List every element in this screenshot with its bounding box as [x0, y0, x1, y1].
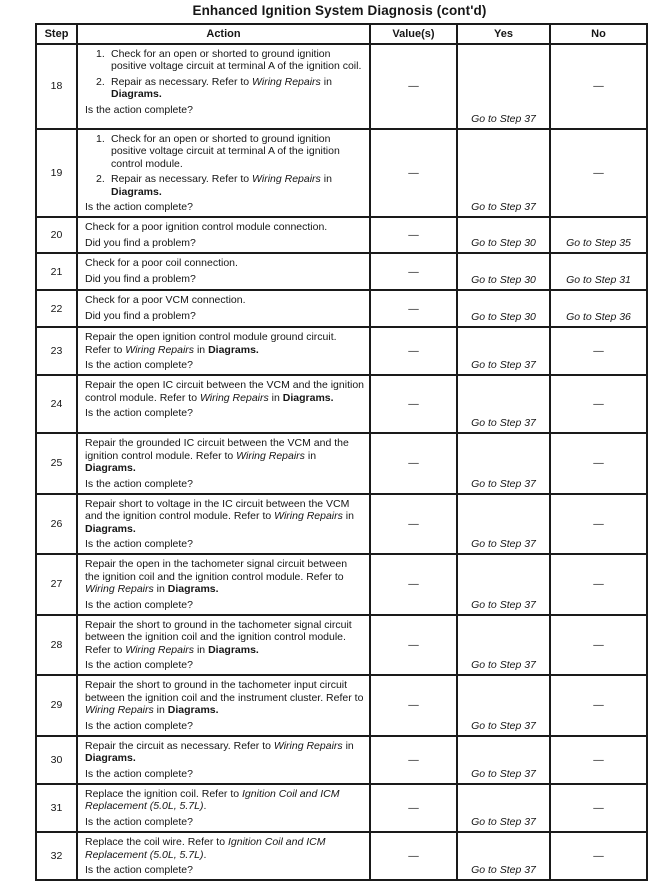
text-segment: Repair as necessary. Refer to	[111, 173, 253, 186]
action-question: Is the action complete?	[85, 598, 193, 611]
action-cell	[77, 675, 370, 736]
table-row	[36, 375, 647, 433]
table-row	[36, 832, 647, 880]
list-number: 2.	[96, 75, 105, 88]
yes-cell: Go to Step 37	[457, 433, 550, 494]
no-cell: —	[550, 327, 647, 375]
no-cell: —	[550, 44, 647, 129]
list-number: 1.	[96, 48, 105, 60]
values-cell: —	[370, 736, 457, 784]
yes-cell: Go to Step 37	[457, 832, 550, 880]
list-number: 1.	[96, 133, 105, 145]
yes-cell: Go to Step 37	[457, 615, 550, 676]
table-header-row	[36, 24, 647, 44]
no-cell: —	[550, 129, 647, 217]
text-segment: Repair the open IC circuit between the VCM and the ignition control module. Refer to	[85, 379, 364, 404]
text-segment: Ignition Coil and ICM Replacement (5.0L, 5.7L)	[85, 788, 340, 813]
page-title: Enhanced Ignition System Diagnosis (cont'd)	[192, 3, 487, 18]
text-segment: in	[194, 343, 209, 356]
text-segment: Diagrams.	[167, 583, 219, 596]
table-row	[36, 675, 647, 736]
values-cell: —	[370, 832, 457, 880]
action-text	[85, 133, 364, 198]
action-text	[85, 788, 364, 813]
action-cell	[77, 615, 370, 676]
step-cell: 24	[36, 375, 77, 433]
action-text	[85, 221, 364, 233]
text-segment: Check for a poor ignition control module connection.	[85, 221, 328, 234]
text-segment: Ignition Coil and ICM Replacement (5.0L, 5.7L)	[85, 836, 326, 861]
values-cell: —	[370, 375, 457, 433]
text-segment: .	[203, 800, 207, 813]
text-segment: Wiring Repairs	[236, 449, 305, 462]
text-segment: Wiring Repairs	[85, 583, 154, 596]
text-segment: in	[153, 704, 168, 717]
text-segment: Replace the coil wire. Refer to	[85, 836, 228, 849]
text-segment: in	[320, 75, 332, 88]
action-question: Did you find a problem?	[85, 272, 196, 285]
text-segment: Repair the grounded IC circuit between the VCM and the ignition control module. Refer to	[85, 437, 349, 462]
action-list-item	[85, 48, 364, 73]
header-cell-action: Action	[77, 24, 370, 44]
no-cell: Go to Step 36	[550, 290, 647, 327]
table-row	[36, 494, 647, 555]
action-cell	[77, 253, 370, 290]
header-cell-step: Step	[36, 24, 77, 44]
yes-cell: Go to Step 37	[457, 784, 550, 832]
table-row	[36, 784, 647, 832]
step-cell: 31	[36, 784, 77, 832]
action-list-item	[85, 173, 364, 198]
table-head	[36, 24, 647, 44]
yes-cell: Go to Step 37	[457, 129, 550, 217]
values-cell: —	[370, 494, 457, 555]
text-segment: Diagrams.	[85, 462, 136, 475]
step-cell: 32	[36, 832, 77, 880]
action-cell	[77, 327, 370, 375]
text-segment: Wiring Repairs	[125, 343, 195, 356]
no-cell: —	[550, 675, 647, 736]
no-cell: —	[550, 736, 647, 784]
step-cell: 18	[36, 44, 77, 129]
action-question: Is the action complete?	[85, 863, 193, 876]
no-cell: —	[550, 615, 647, 676]
action-question: Is the action complete?	[85, 103, 193, 116]
text-segment: Diagrams.	[208, 643, 259, 656]
action-text	[85, 379, 364, 404]
text-segment: in	[320, 173, 332, 186]
action-text	[85, 836, 364, 861]
list-item-text	[111, 133, 364, 170]
text-segment: Repair the circuit as necessary. Refer to	[85, 739, 274, 752]
text-segment: Check for an open or shorted to ground ignition positive voltage circuit at terminal A of the ignition control module.	[111, 133, 340, 170]
text-segment: Check for a poor coil connection.	[85, 257, 238, 270]
action-cell	[77, 44, 370, 129]
text-segment: Repair the open ignition control module ground circuit. Refer to	[85, 331, 337, 356]
no-cell: —	[550, 554, 647, 615]
table-row	[36, 327, 647, 375]
text-segment: Wiring Repairs	[125, 643, 195, 656]
yes-cell: Go to Step 37	[457, 736, 550, 784]
text-segment: in	[268, 391, 283, 404]
text-segment: Diagrams.	[208, 343, 259, 356]
diagnosis-table	[35, 23, 648, 881]
table-body	[36, 44, 647, 880]
text-segment: Repair as necessary. Refer to	[111, 75, 253, 88]
action-question: Is the action complete?	[85, 359, 193, 371]
text-segment: in	[153, 583, 168, 596]
action-cell	[77, 217, 370, 253]
action-cell	[77, 433, 370, 494]
action-question: Is the action complete?	[85, 719, 193, 732]
step-cell: 27	[36, 554, 77, 615]
values-cell: —	[370, 554, 457, 615]
no-cell: —	[550, 832, 647, 880]
text-segment: Wiring Repairs	[252, 173, 321, 186]
action-cell	[77, 736, 370, 784]
table-row	[36, 290, 647, 327]
list-item-text	[111, 48, 364, 73]
table-row	[36, 217, 647, 253]
action-question: Is the action complete?	[85, 767, 193, 780]
no-cell: —	[550, 375, 647, 433]
action-text	[85, 558, 364, 595]
no-cell: —	[550, 494, 647, 555]
table-row	[36, 615, 647, 676]
no-cell: Go to Step 35	[550, 217, 647, 253]
text-segment: in	[342, 510, 354, 523]
table-row	[36, 129, 647, 217]
text-segment: in	[194, 643, 209, 656]
header-cell-yes: Yes	[457, 24, 550, 44]
action-text	[85, 48, 364, 101]
yes-cell: Go to Step 37	[457, 675, 550, 736]
yes-cell: Go to Step 30	[457, 217, 550, 253]
action-text	[85, 498, 364, 535]
text-segment: Repair short to voltage in the IC circuit between the VCM and the ignition control module. Refer to	[85, 497, 350, 523]
action-question: Is the action complete?	[85, 407, 193, 420]
text-segment: Replace the ignition coil. Refer to	[85, 788, 243, 800]
text-segment: Wiring Repairs	[273, 739, 343, 752]
table-row	[36, 253, 647, 290]
action-question: Is the action complete?	[85, 659, 193, 671]
action-text	[85, 740, 364, 765]
yes-cell: Go to Step 37	[457, 554, 550, 615]
action-cell	[77, 784, 370, 832]
step-cell: 25	[36, 433, 77, 494]
text-segment: Repair the short to ground in the tachometer input circuit between the ignition coil and the instrument cluster. Refer to	[85, 679, 364, 704]
no-cell: Go to Step 31	[550, 253, 647, 290]
action-question: Is the action complete?	[85, 538, 193, 550]
step-cell: 23	[36, 327, 77, 375]
action-text	[85, 619, 364, 656]
text-segment: .	[203, 848, 207, 861]
values-cell: —	[370, 253, 457, 290]
text-segment: Diagrams.	[111, 88, 162, 101]
text-segment: Diagrams.	[111, 185, 162, 198]
header-cell-no: No	[550, 24, 647, 44]
step-cell: 29	[36, 675, 77, 736]
list-number: 2.	[96, 173, 105, 186]
values-cell: —	[370, 784, 457, 832]
yes-cell: Go to Step 37	[457, 375, 550, 433]
action-text	[85, 331, 364, 356]
action-list-item	[85, 76, 364, 101]
step-cell: 22	[36, 290, 77, 327]
header-cell-values: Value(s)	[370, 24, 457, 44]
table-row	[36, 736, 647, 784]
action-cell	[77, 832, 370, 880]
action-question: Did you find a problem?	[85, 236, 196, 249]
text-segment: Check for a poor VCM connection.	[85, 294, 246, 307]
action-text	[85, 437, 364, 474]
action-question: Is the action complete?	[85, 477, 193, 490]
yes-cell: Go to Step 37	[457, 494, 550, 555]
values-cell: —	[370, 327, 457, 375]
step-cell: 30	[36, 736, 77, 784]
list-item-text	[111, 173, 364, 198]
action-text	[85, 257, 364, 269]
action-cell	[77, 129, 370, 217]
table-row	[36, 44, 647, 129]
action-question: Is the action complete?	[85, 200, 193, 213]
text-segment: Diagrams.	[167, 704, 219, 717]
text-segment: in	[304, 449, 317, 462]
action-cell	[77, 290, 370, 327]
action-question: Is the action complete?	[85, 815, 193, 828]
no-cell: —	[550, 784, 647, 832]
values-cell: —	[370, 675, 457, 736]
text-segment: Diagrams.	[85, 752, 136, 765]
text-segment: Repair the open in the tachometer signal circuit between the ignition coil and the ignition control module. Refer to	[85, 558, 348, 583]
text-segment: Wiring Repairs	[199, 391, 269, 404]
action-cell	[77, 375, 370, 433]
action-cell	[77, 554, 370, 615]
text-segment: Wiring Repairs	[85, 704, 154, 717]
action-list-item	[85, 133, 364, 170]
values-cell: —	[370, 129, 457, 217]
step-cell: 20	[36, 217, 77, 253]
step-cell: 19	[36, 129, 77, 217]
action-cell	[77, 494, 370, 555]
values-cell: —	[370, 44, 457, 129]
action-question: Did you find a problem?	[85, 309, 196, 322]
action-text	[85, 294, 364, 306]
text-segment: Repair the short to ground in the tachometer signal circuit between the ignition coil and the ignition control module. Refer to	[85, 618, 352, 656]
action-text	[85, 679, 364, 716]
values-cell: —	[370, 433, 457, 494]
yes-cell: Go to Step 37	[457, 327, 550, 375]
yes-cell: Go to Step 30	[457, 253, 550, 290]
step-cell: 26	[36, 494, 77, 555]
yes-cell: Go to Step 37	[457, 44, 550, 129]
values-cell: —	[370, 217, 457, 253]
yes-cell: Go to Step 30	[457, 290, 550, 327]
table-row	[36, 433, 647, 494]
step-cell: 21	[36, 253, 77, 290]
text-segment: Diagrams.	[85, 522, 136, 535]
text-segment: Wiring Repairs	[274, 510, 343, 523]
values-cell: —	[370, 290, 457, 327]
text-segment: Diagrams.	[282, 391, 334, 404]
text-segment: Wiring Repairs	[252, 75, 321, 88]
text-segment: in	[342, 739, 354, 752]
text-segment: Check for an open or shorted to ground ignition positive voltage circuit at terminal A of the ignition coil.	[111, 48, 362, 73]
step-cell: 28	[36, 615, 77, 676]
table-row	[36, 554, 647, 615]
no-cell: —	[550, 433, 647, 494]
values-cell: —	[370, 615, 457, 676]
list-item-text	[111, 76, 364, 101]
